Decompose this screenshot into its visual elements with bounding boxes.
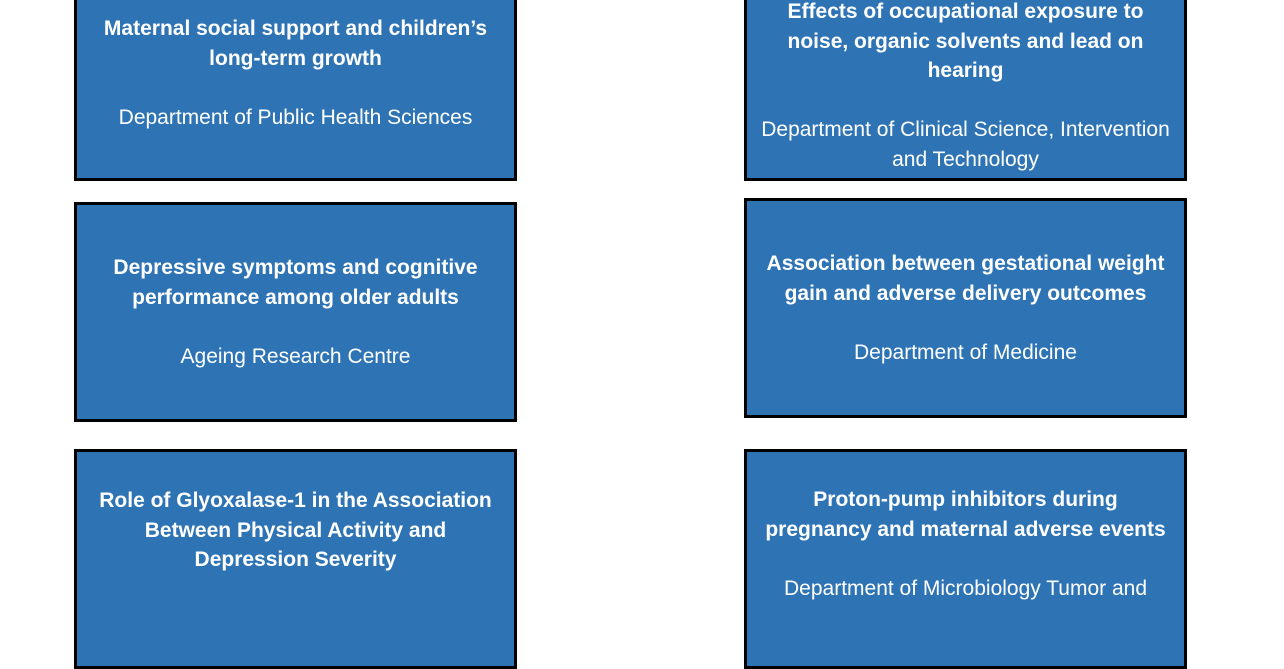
project-department: Department of Public Health Sciences	[118, 105, 473, 129]
project-department: Ageing Research Centre	[180, 344, 411, 368]
project-box-gestational-weight-gain	[744, 198, 1187, 418]
project-title: Association between gestational weight gain and adverse delivery outcomes	[766, 252, 1165, 305]
project-department: Department of Medicine	[854, 340, 1077, 364]
project-box-occupational-exposure-hearing	[744, 0, 1187, 181]
project-box-maternal-social-support	[74, 0, 517, 181]
project-box-glyoxalase-physical-activity	[74, 449, 517, 669]
project-title: Maternal social support and children’s long-term growth	[103, 17, 488, 70]
project-title: Role of Glyoxalase-1 in the Association Between Physical Activity and Depression Severity	[99, 489, 492, 571]
project-box-proton-pump-inhibitors	[744, 449, 1187, 669]
project-department: Department of Microbiology Tumor and	[784, 576, 1147, 600]
project-title: Depressive symptoms and cognitive performance among older adults	[113, 256, 478, 309]
project-title: Effects of occupational exposure to noise, organic solvents and lead on hearing	[787, 0, 1144, 82]
project-department: Department of Clinical Science, Intervention and Technology	[761, 118, 1170, 171]
project-title: Proton-pump inhibitors during pregnancy and maternal adverse events	[765, 488, 1166, 541]
project-box-depressive-symptoms-cognition	[74, 202, 517, 422]
